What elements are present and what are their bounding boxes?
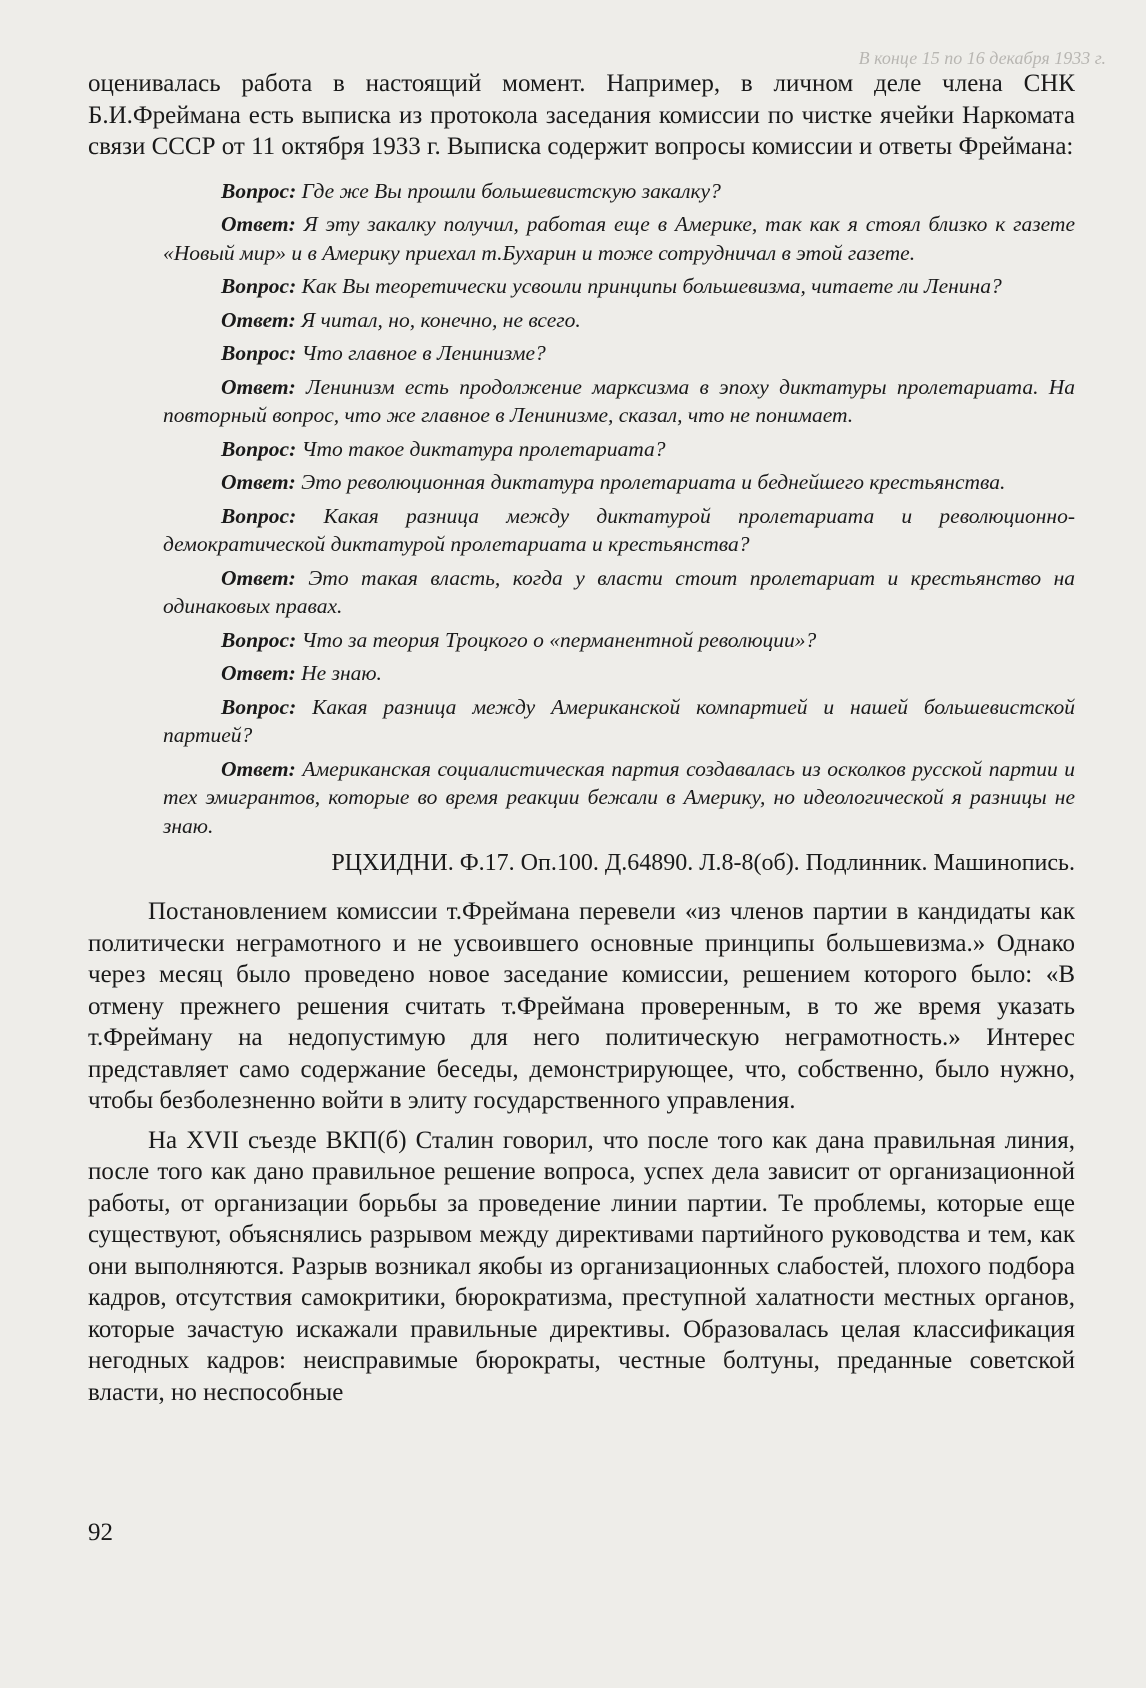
bleed-through-header: В конце 15 по 16 декабря 1933 г. <box>858 48 1106 68</box>
question-5 <box>163 502 1075 559</box>
question-label: Вопрос: <box>221 436 297 461</box>
question-text: Что главное в Ленинизме? <box>301 341 546 365</box>
intro-paragraph: оценивалась работа в настоящий момент. Например, в личном деле члена СНК Б.И.Фреймана есть выписка из протокола заседания комиссии по чистке ячейки Наркомата связи СССР от 11 октября 1933 г. Выписка содержит вопросы комиссии и ответы Фреймана: <box>88 70 1075 160</box>
question-label: Вопрос: <box>221 503 297 528</box>
answer-label: Ответ: <box>221 307 296 332</box>
document-page <box>88 68 1075 1408</box>
question-text: Что за теория Троцкого о «перманентной революции»? <box>301 627 817 652</box>
answer-label: Ответ: <box>221 756 296 781</box>
answer-text: Не знаю. <box>301 661 382 685</box>
question-label: Вопрос: <box>221 274 297 298</box>
answer-text: Я читал, но, конечно, не всего. <box>301 307 581 332</box>
answer-text: Это революционная диктатура пролетариата и беднейшего крестьянства. <box>301 470 1006 494</box>
page-number: 92 <box>88 1519 113 1546</box>
question-3 <box>163 339 1075 368</box>
answer-label: Ответ: <box>221 470 296 494</box>
answer-1 <box>163 210 1075 267</box>
question-2 <box>163 272 1075 301</box>
question-label: Вопрос: <box>221 627 297 652</box>
answer-4 <box>163 468 1075 497</box>
answer-label: Ответ: <box>221 212 296 236</box>
answer-label: Ответ: <box>221 661 296 685</box>
question-label: Вопрос: <box>221 341 297 365</box>
answer-text: Я эту закалку получил, работая еще в Америке, так как я стоял близко к газете «Новый мир» и в Америку приехал т.Бухарин и тоже сотрудничал в этой газете. <box>163 212 1075 265</box>
question-label: Вопрос: <box>221 694 297 719</box>
question-text: Что такое диктатура пролетариата? <box>301 436 666 461</box>
answer-6 <box>163 659 1075 688</box>
question-text: Какая разница между диктатурой пролетариата и революционно-демократической диктатурой пролетариата и крестьянства? <box>163 503 1075 556</box>
question-text: Где же Вы прошли большевистскую закалку? <box>301 178 721 203</box>
question-label: Вопрос: <box>221 178 297 203</box>
answer-7 <box>163 755 1075 841</box>
answer-5 <box>163 564 1075 621</box>
body-paragraph-1: Постановлением комиссии т.Фреймана перевели «из членов партии в кандидаты как политически неграмотного и не усвоившего основные принципы большевизма.» Однако через месяц было проведено новое заседание комиссии, решением которого было: «В отмену прежнего решения считать т.Фреймана проверенным, в то же время указать т.Фрейману на недопустимую для него политическую неграмотность.» Интерес представляет само содержание беседы, демонстрирующее, что, собственно, было нужно, чтобы безболезненно войти в элиту государственного управления. <box>88 898 1075 1114</box>
archive-source-citation: РЦХИДНИ. Ф.17. Оп.100. Д.64890. Л.8-8(об). Подлинник. Машинопись. <box>331 850 1075 876</box>
question-4 <box>163 435 1075 464</box>
answer-label: Ответ: <box>221 374 296 399</box>
body-paragraph-2: На XVII съезде ВКП(б) Сталин говорил, что после того как дана правильная линия, после того как дано правильное решение вопроса, успех дела зависит от организационной работы, от организации борьбы за проведение линии партии. Те проблемы, которые еще существуют, объяснялись разрывом между директивами партийного руководства и тем, как они выполняются. Разрыв возникал якобы из организационных слабостей, плохого подбора кадров, отсутствия самокритики, бюрократизма, преступной халатности местных органов, которые зачастую искажали правильные директивы. Образовалась целая классификация негодных кадров: неисправимые бюрократы, честные болтуны, преданные советской власти, но неспособные <box>88 1126 1075 1406</box>
question-6 <box>163 626 1075 655</box>
answer-text: Это такая власть, когда у власти стоит пролетариат и крестьянство на одинаковых правах. <box>163 565 1075 618</box>
question-7 <box>163 693 1075 750</box>
answer-label: Ответ: <box>221 565 296 590</box>
answer-text: Ленинизм есть продолжение марксизма в эпоху диктатуры пролетариата. На повторный вопрос, что же главное в Ленинизме, сказал, что не понимает. <box>163 374 1076 427</box>
interrogation-transcript <box>163 177 1075 841</box>
question-text: Какая разница между Американской компартией и нашей большевистской партией? <box>163 694 1076 747</box>
question-text: Как Вы теоретически усвоили принципы большевизма, читаете ли Ленина? <box>301 274 1002 298</box>
answer-2 <box>163 306 1075 335</box>
question-1 <box>163 177 1075 206</box>
answer-text: Американская социалистическая партия создавалась из осколков русской партии и тех эмигрантов, которые во время реакции бежали в Америку, но идеологической я разницы не знаю. <box>163 756 1076 838</box>
answer-3 <box>163 373 1075 430</box>
